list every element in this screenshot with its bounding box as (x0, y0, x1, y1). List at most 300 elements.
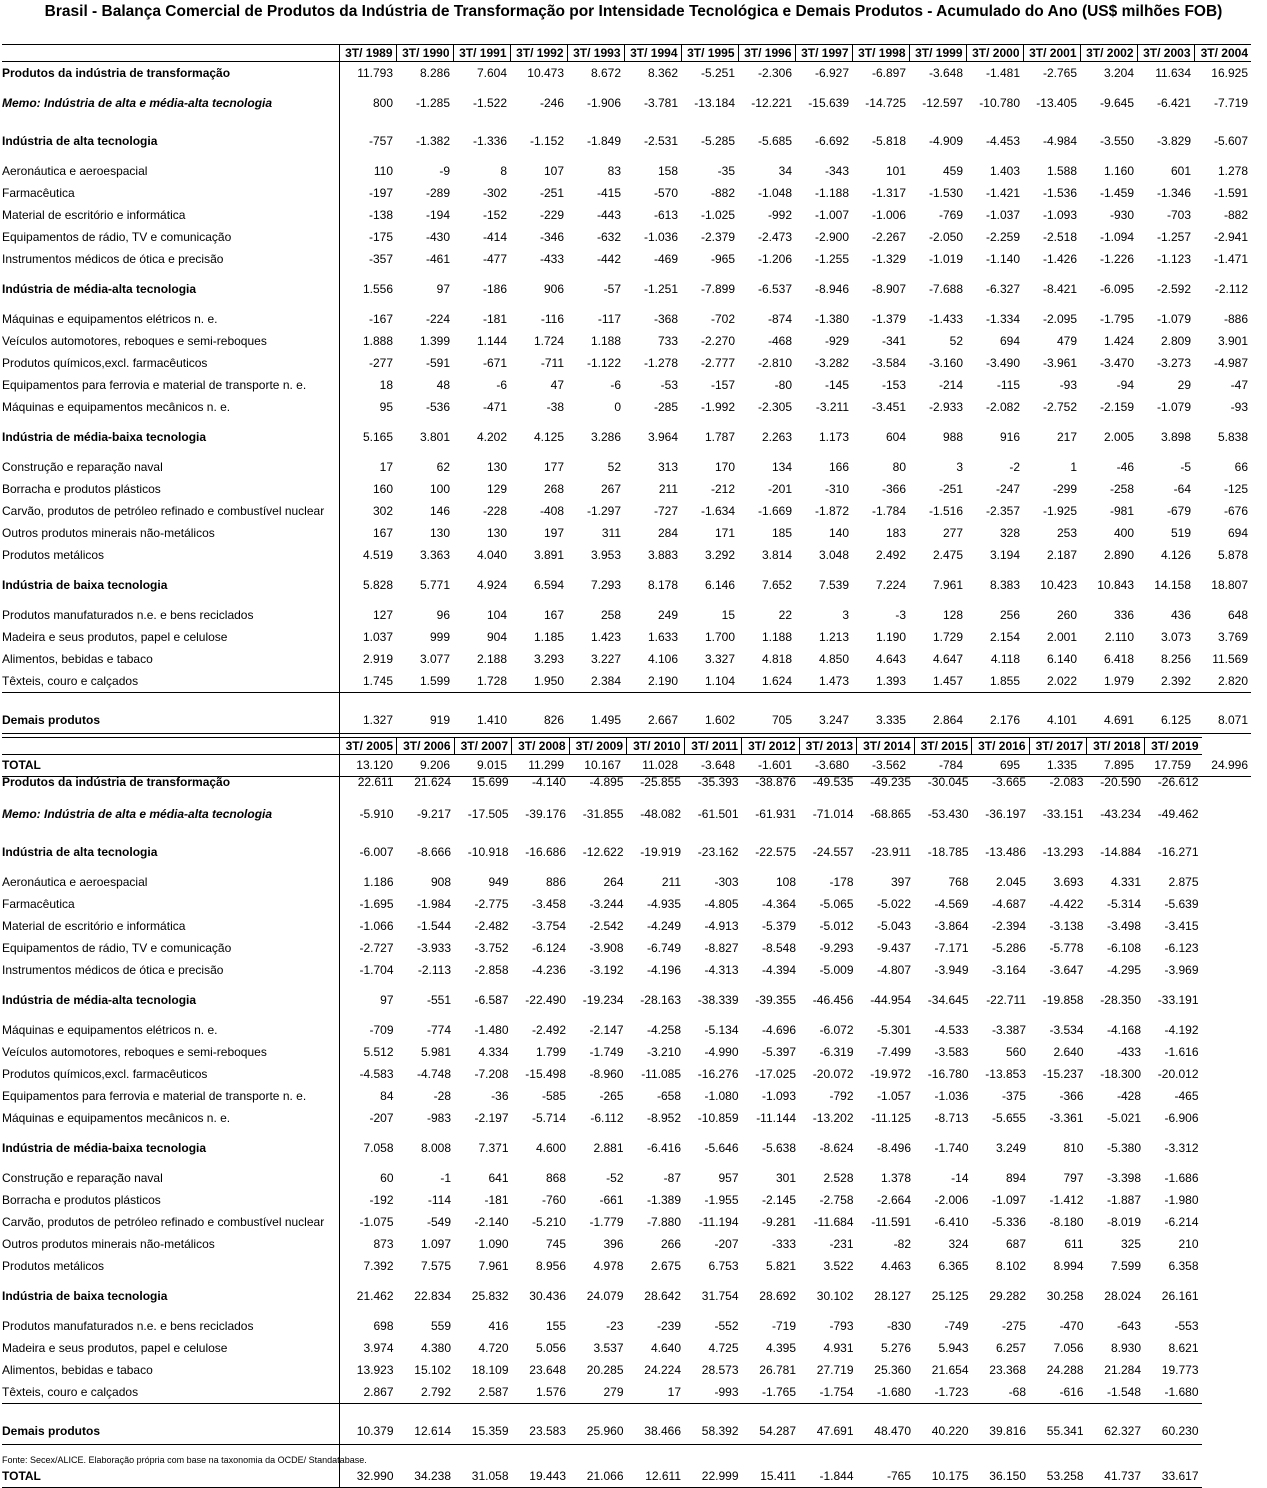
value-cell: 25.360 (874, 1363, 911, 1377)
value-cell: 8.071 (1194, 693, 1251, 734)
value-cell: 18.807 (1211, 578, 1248, 592)
value-cell: -461 (425, 252, 450, 266)
value-cell: 54.287 (742, 1404, 800, 1445)
value-cell: -207 (714, 1237, 739, 1251)
value-cell: 7.056 (1053, 1341, 1084, 1355)
value-cell: -5.380 (1106, 1141, 1141, 1155)
value-cell: -3.164 (991, 963, 1026, 977)
value-cell: -2.941 (1213, 230, 1248, 244)
value-cell: 95 (379, 400, 393, 414)
value-cell: 7.599 (1110, 1259, 1141, 1273)
value-cell: 22 (778, 608, 792, 622)
value-cell: 14.158 (1154, 578, 1191, 592)
value-cell: -8.713 (934, 1111, 969, 1125)
column-header: 3T/ 1997 (795, 45, 852, 62)
value-cell: 7.293 (590, 578, 621, 592)
value-cell: -346 (539, 230, 564, 244)
value-cell: 302 (372, 504, 393, 518)
value-cell: -53.430 (927, 807, 969, 821)
value-cell: -39.176 (525, 807, 566, 821)
table-row (2, 204, 1251, 226)
value-cell: 8.930 (1110, 1341, 1141, 1355)
value-cell: -2.379 (700, 230, 735, 244)
value-cell: 9.015 (453, 734, 510, 777)
value-cell: -3.398 (1106, 1171, 1141, 1185)
value-cell: 904 (486, 630, 507, 644)
value-cell: -175 (368, 230, 393, 244)
value-cell: -5.910 (359, 807, 394, 821)
value-cell: -17.025 (755, 1067, 796, 1081)
value-cell: -613 (653, 208, 678, 222)
table-row (2, 1315, 1202, 1337)
value-cell: -285 (653, 400, 678, 414)
value-cell: -6.095 (1099, 282, 1134, 296)
value-cell: 957 (718, 1171, 739, 1185)
value-cell: -1.872 (814, 504, 849, 518)
value-cell: 48.470 (857, 1404, 915, 1445)
value-cell: 311 (601, 526, 621, 540)
value-cell: -23 (606, 1319, 624, 1333)
row-label: Outros produtos minerais não-metálicos (2, 1233, 339, 1255)
value-cell: 3.293 (533, 652, 564, 666)
value-cell: -1.459 (1099, 186, 1134, 200)
value-cell: -38.339 (697, 993, 739, 1007)
row-label: Construção e reparação naval (2, 456, 339, 478)
value-cell: -14.884 (1100, 845, 1141, 859)
value-cell: -197 (368, 186, 393, 200)
value-cell: -341 (881, 334, 906, 348)
column-header: 3T/ 2014 (857, 738, 915, 755)
value-cell: -61.931 (755, 807, 796, 821)
value-cell: 11.299 (510, 734, 567, 777)
value-cell: -6 (496, 378, 507, 392)
value-cell: -289 (425, 186, 450, 200)
value-cell: -1.980 (1164, 1193, 1199, 1207)
value-cell: -886 (1223, 312, 1248, 326)
value-cell: -1.955 (704, 1193, 739, 1207)
value-cell: 6.125 (1137, 693, 1194, 734)
value-cell: -5.778 (1049, 941, 1084, 955)
row-label: Alimentos, bebidas e tabaco (2, 1359, 339, 1381)
value-cell: -1.680 (1164, 1385, 1199, 1399)
value-cell: -1.037 (985, 208, 1020, 222)
row-label: Indústria de média-baixa tecnologia (2, 1129, 339, 1167)
table-row (2, 522, 1251, 544)
value-cell: -760 (541, 1193, 566, 1207)
row-label: Veículos automotores, reboques e semi-reboques (2, 330, 339, 352)
value-cell: 908 (430, 875, 451, 889)
value-cell: 7.058 (363, 1141, 394, 1155)
header-corner (2, 45, 339, 62)
value-cell: -1.382 (415, 134, 450, 148)
value-cell: -2.492 (531, 1023, 566, 1037)
value-cell: 1.855 (989, 674, 1020, 688)
value-cell: -275 (1001, 1319, 1026, 1333)
table-row (2, 1189, 1202, 1211)
value-cell: -1.686 (1164, 1171, 1199, 1185)
value-cell: -239 (656, 1319, 681, 1333)
table-row (2, 893, 1202, 915)
row-label: Máquinas e equipamentos mecânicos n. e. (2, 396, 339, 418)
value-cell: -1.530 (928, 186, 963, 200)
value-cell: 53.258 (1029, 1445, 1087, 1488)
value-cell: -7.208 (474, 1067, 509, 1081)
value-cell: -8.548 (761, 941, 796, 955)
value-cell: 8.621 (1168, 1341, 1199, 1355)
value-cell: -61.501 (697, 807, 739, 821)
value-cell: -2.197 (474, 1111, 509, 1125)
value-cell: 826 (510, 693, 567, 734)
value-cell: 55.341 (1029, 1404, 1087, 1445)
value-cell: 5.165 (362, 430, 393, 444)
value-cell: -3.648 (681, 734, 738, 777)
value-cell: -1.426 (1042, 252, 1077, 266)
value-cell: 7.371 (478, 1141, 509, 1155)
value-cell: -224 (425, 312, 450, 326)
value-cell: -15.237 (1042, 1067, 1084, 1081)
value-cell: -1.007 (814, 208, 849, 222)
value-cell: 3.974 (363, 1341, 394, 1355)
value-cell: -433 (539, 252, 564, 266)
value-cell: 21.066 (569, 1445, 627, 1488)
value-cell: 11.569 (1212, 652, 1248, 666)
value-cell: 66 (1234, 460, 1248, 474)
value-cell: -22.711 (986, 993, 1026, 1007)
column-header: 3T/ 2015 (914, 738, 972, 755)
table-row (2, 981, 1202, 1019)
value-cell: 8.178 (647, 578, 678, 592)
value-cell: -80 (774, 378, 792, 392)
value-cell: -1.334 (985, 312, 1020, 326)
value-cell: -1.740 (934, 1141, 969, 1155)
value-cell: 21.624 (414, 775, 451, 789)
value-cell: 60 (380, 1171, 394, 1185)
value-cell: -433 (1116, 1045, 1141, 1059)
value-cell: -4.895 (589, 775, 624, 789)
value-cell: 166 (828, 460, 849, 474)
column-header: 3T/ 2009 (569, 738, 627, 755)
value-cell: -2.306 (757, 66, 792, 80)
value-cell: 1.188 (590, 334, 621, 348)
row-label: Produtos da indústria de transformação (2, 755, 339, 796)
value-cell: -35.393 (697, 775, 739, 789)
value-cell: -17.505 (467, 807, 509, 821)
value-cell: 3.814 (761, 548, 792, 562)
value-cell: -3.211 (815, 400, 849, 414)
table-row (2, 755, 1202, 796)
value-cell: -16.271 (1157, 845, 1199, 859)
value-cell: -20.012 (1157, 1067, 1199, 1081)
value-cell: 185 (771, 526, 792, 540)
value-cell: -3.451 (871, 400, 906, 414)
value-cell: -6.897 (871, 66, 906, 80)
value-cell: -19.972 (870, 1067, 911, 1081)
value-cell: -6.587 (474, 993, 509, 1007)
value-cell: -116 (540, 312, 564, 326)
value-cell: -246 (539, 96, 564, 110)
value-cell: -679 (1166, 504, 1191, 518)
value-cell: -874 (767, 312, 792, 326)
value-cell: -93 (1230, 400, 1248, 414)
value-cell: -882 (710, 186, 735, 200)
value-cell: -181 (482, 312, 507, 326)
value-cell: 4.818 (761, 652, 792, 666)
value-cell: 80 (892, 460, 906, 474)
value-cell: -676 (1223, 504, 1248, 518)
table-row (2, 544, 1251, 566)
value-cell: 8.362 (647, 66, 678, 80)
value-cell: -591 (425, 356, 450, 370)
value-cell: 3.953 (590, 548, 621, 562)
row-label: Alimentos, bebidas e tabaco (2, 648, 339, 670)
value-cell: -769 (938, 208, 963, 222)
value-cell: -46 (1116, 460, 1134, 474)
value-cell: 18.109 (471, 1363, 509, 1377)
table-row (2, 1063, 1202, 1085)
value-cell: 1.787 (704, 430, 735, 444)
value-cell: -1.749 (589, 1045, 624, 1059)
value-cell: 8.256 (1160, 652, 1191, 666)
value-cell: 20.285 (586, 1363, 624, 1377)
value-cell: 0 (614, 400, 621, 414)
value-cell: -1.765 (761, 1385, 796, 1399)
value-cell: -765 (857, 1445, 915, 1488)
table-row (2, 648, 1251, 670)
value-cell: -333 (771, 1237, 796, 1251)
row-label: Máquinas e equipamentos elétricos n. e. (2, 308, 339, 330)
value-cell: -1.048 (757, 186, 792, 200)
value-cell: -157 (710, 378, 735, 392)
value-cell: -23.162 (697, 845, 739, 859)
value-cell: -6.123 (1164, 941, 1199, 955)
value-cell: -6.537 (757, 282, 792, 296)
value-cell: -3.933 (416, 941, 451, 955)
value-cell: 24.288 (1046, 1363, 1084, 1377)
value-cell: -3.490 (985, 356, 1020, 370)
value-cell: -18.300 (1100, 1067, 1141, 1081)
value-cell: -7.171 (934, 941, 969, 955)
value-cell: 284 (657, 526, 678, 540)
value-cell: -4.990 (704, 1045, 739, 1059)
value-cell: 210 (1178, 1237, 1199, 1251)
value-cell: -4.583 (359, 1067, 394, 1081)
row-label: Produtos metálicos (2, 1255, 339, 1277)
value-cell: -1.285 (415, 96, 450, 110)
value-cell: -2.113 (417, 963, 451, 977)
value-cell: -3.282 (814, 356, 849, 370)
value-cell: -1.379 (871, 312, 906, 326)
value-cell: 38.466 (627, 1404, 685, 1445)
row-label: Memo: Indústria de alta e média-alta tecnologia (2, 795, 339, 833)
value-cell: 1.399 (419, 334, 450, 348)
value-cell: 328 (999, 526, 1020, 540)
value-cell: -2.858 (474, 963, 509, 977)
row-label: Equipamentos para ferrovia e material de transporte n. e. (2, 374, 339, 396)
value-cell: 10.423 (1040, 578, 1077, 592)
column-header: 3T/ 1993 (567, 45, 624, 62)
row-label: Demais produtos (2, 693, 339, 734)
value-cell: 3.292 (704, 548, 735, 562)
value-cell: -1.251 (643, 282, 678, 296)
value-cell: 27.719 (816, 1363, 854, 1377)
value-cell: -6.927 (814, 66, 849, 80)
table-row (2, 84, 1251, 122)
value-cell: -3.192 (589, 963, 624, 977)
value-cell: -661 (599, 1193, 624, 1207)
value-cell: -5.251 (700, 66, 735, 80)
value-cell: -992 (767, 208, 792, 222)
value-cell: -749 (944, 1319, 969, 1333)
value-cell: 733 (657, 334, 678, 348)
value-cell: -4.805 (704, 897, 739, 911)
value-cell: -1.336 (472, 134, 507, 148)
row-label: Máquinas e equipamentos elétricos n. e. (2, 1019, 339, 1041)
value-cell: 3.522 (823, 1259, 854, 1273)
value-cell: -2.592 (1156, 282, 1191, 296)
value-cell: -6.410 (934, 1215, 969, 1229)
value-cell: -1.226 (1099, 252, 1134, 266)
value-cell: 2.492 (875, 548, 906, 562)
value-cell: -25.855 (640, 775, 681, 789)
value-cell: 7.392 (363, 1259, 394, 1273)
value-cell: 62.327 (1087, 1404, 1145, 1445)
value-cell: -6.112 (590, 1111, 624, 1125)
value-cell: -258 (1109, 482, 1134, 496)
row-label: Instrumentos médicos de ótica e precisão (2, 248, 339, 270)
value-cell: -28.163 (640, 993, 681, 1007)
value-cell: 19.443 (512, 1445, 570, 1488)
value-cell: 84 (380, 1089, 394, 1103)
value-cell: 40.220 (914, 1404, 972, 1445)
value-cell: -632 (596, 230, 621, 244)
table-row (2, 1129, 1202, 1167)
value-cell: -4.313 (704, 963, 739, 977)
value-cell: 1.403 (989, 164, 1020, 178)
value-cell: 97 (436, 282, 450, 296)
value-cell: 1.144 (476, 334, 507, 348)
value-cell: 134 (771, 460, 792, 474)
table-row (2, 1211, 1202, 1233)
table-row (2, 1041, 1202, 1063)
value-cell: -2.473 (757, 230, 792, 244)
table-row (2, 1233, 1202, 1255)
row-label: Borracha e produtos plásticos (2, 478, 339, 500)
value-cell: 160 (372, 482, 393, 496)
value-cell: 999 (429, 630, 450, 644)
value-cell: -1.634 (700, 504, 735, 518)
value-cell: 7.895 (1080, 734, 1137, 777)
value-cell: 4.101 (1023, 693, 1080, 734)
value-cell: -181 (484, 1193, 509, 1207)
table-row (2, 308, 1251, 330)
value-cell: -20.590 (1100, 775, 1141, 789)
value-cell: -1.006 (871, 208, 906, 222)
value-cell: -1.433 (928, 312, 963, 326)
value-cell: -3.534 (1049, 1023, 1084, 1037)
value-cell: -1.784 (871, 504, 906, 518)
value-cell: 47.691 (799, 1404, 857, 1445)
value-cell: 2.263 (761, 430, 792, 444)
value-cell: 4.040 (476, 548, 507, 562)
value-cell: 19.773 (1161, 1363, 1199, 1377)
value-cell: 8.286 (419, 66, 450, 80)
value-cell: -201 (767, 482, 792, 496)
value-cell: 459 (942, 164, 963, 178)
value-cell: 15.359 (454, 1404, 512, 1445)
value-cell: 36.150 (972, 1445, 1030, 1488)
value-cell: -929 (824, 334, 849, 348)
value-cell: -703 (1166, 208, 1191, 222)
value-cell: -2.006 (934, 1193, 969, 1207)
value-cell: -7.899 (700, 282, 735, 296)
value-cell: 1.393 (875, 674, 906, 688)
value-cell: -303 (714, 875, 739, 889)
value-cell: -6.124 (531, 941, 566, 955)
value-cell: 110 (373, 164, 393, 178)
table-row (2, 418, 1251, 456)
value-cell: -1.079 (1156, 312, 1191, 326)
value-cell: -5.009 (819, 963, 854, 977)
table-row (2, 795, 1202, 833)
value-cell: -229 (539, 208, 564, 222)
value-cell: 3.363 (419, 548, 450, 562)
value-cell: 25.832 (471, 1289, 509, 1303)
value-cell: 436 (1170, 608, 1191, 622)
value-cell: -930 (1109, 208, 1134, 222)
value-cell: -5.301 (876, 1023, 911, 1037)
value-cell: -2.083 (1049, 775, 1084, 789)
value-cell: -1.984 (416, 897, 451, 911)
value-cell: -20.072 (812, 1067, 854, 1081)
value-cell: -3.550 (1099, 134, 1134, 148)
table-row (2, 604, 1251, 626)
value-cell: -5.210 (531, 1215, 566, 1229)
column-header: 3T/ 2019 (1144, 738, 1202, 755)
value-cell: 4.106 (647, 652, 678, 666)
value-cell: -585 (541, 1089, 566, 1103)
value-cell: 611 (1064, 1237, 1084, 1251)
value-cell: -33.191 (1157, 993, 1199, 1007)
value-cell: -7.688 (928, 282, 963, 296)
table-row (2, 352, 1251, 374)
value-cell: 31.058 (454, 1445, 512, 1488)
value-cell: 28.127 (874, 1289, 911, 1303)
value-cell: 177 (543, 460, 564, 474)
value-cell: 7.575 (420, 1259, 451, 1273)
value-cell: 3.204 (1103, 66, 1134, 80)
column-header: 3T/ 2013 (799, 738, 857, 755)
column-header: 3T/ 1998 (852, 45, 909, 62)
value-cell: 1.378 (880, 1171, 911, 1185)
value-cell: 170 (714, 460, 735, 474)
row-label: Veículos automotores, reboques e semi-reboques (2, 1041, 339, 1063)
value-cell: 29.282 (989, 1289, 1026, 1303)
value-cell: 7.224 (875, 578, 906, 592)
value-cell: 3 (842, 608, 849, 622)
value-cell: 4.126 (1160, 548, 1191, 562)
value-cell: -1.887 (1106, 1193, 1141, 1207)
value-cell: -1.278 (643, 356, 678, 370)
column-header: 3T/ 2004 (1194, 45, 1251, 62)
value-cell: -5.607 (1213, 134, 1248, 148)
row-label: Máquinas e equipamentos mecânicos n. e. (2, 1107, 339, 1129)
value-cell: -4.394 (761, 963, 796, 977)
value-cell: -9.281 (761, 1215, 796, 1229)
value-cell: 6.140 (1046, 652, 1077, 666)
value-cell: 8 (500, 164, 507, 178)
value-cell: 4.643 (875, 652, 906, 666)
value-cell: 22.611 (357, 775, 394, 789)
